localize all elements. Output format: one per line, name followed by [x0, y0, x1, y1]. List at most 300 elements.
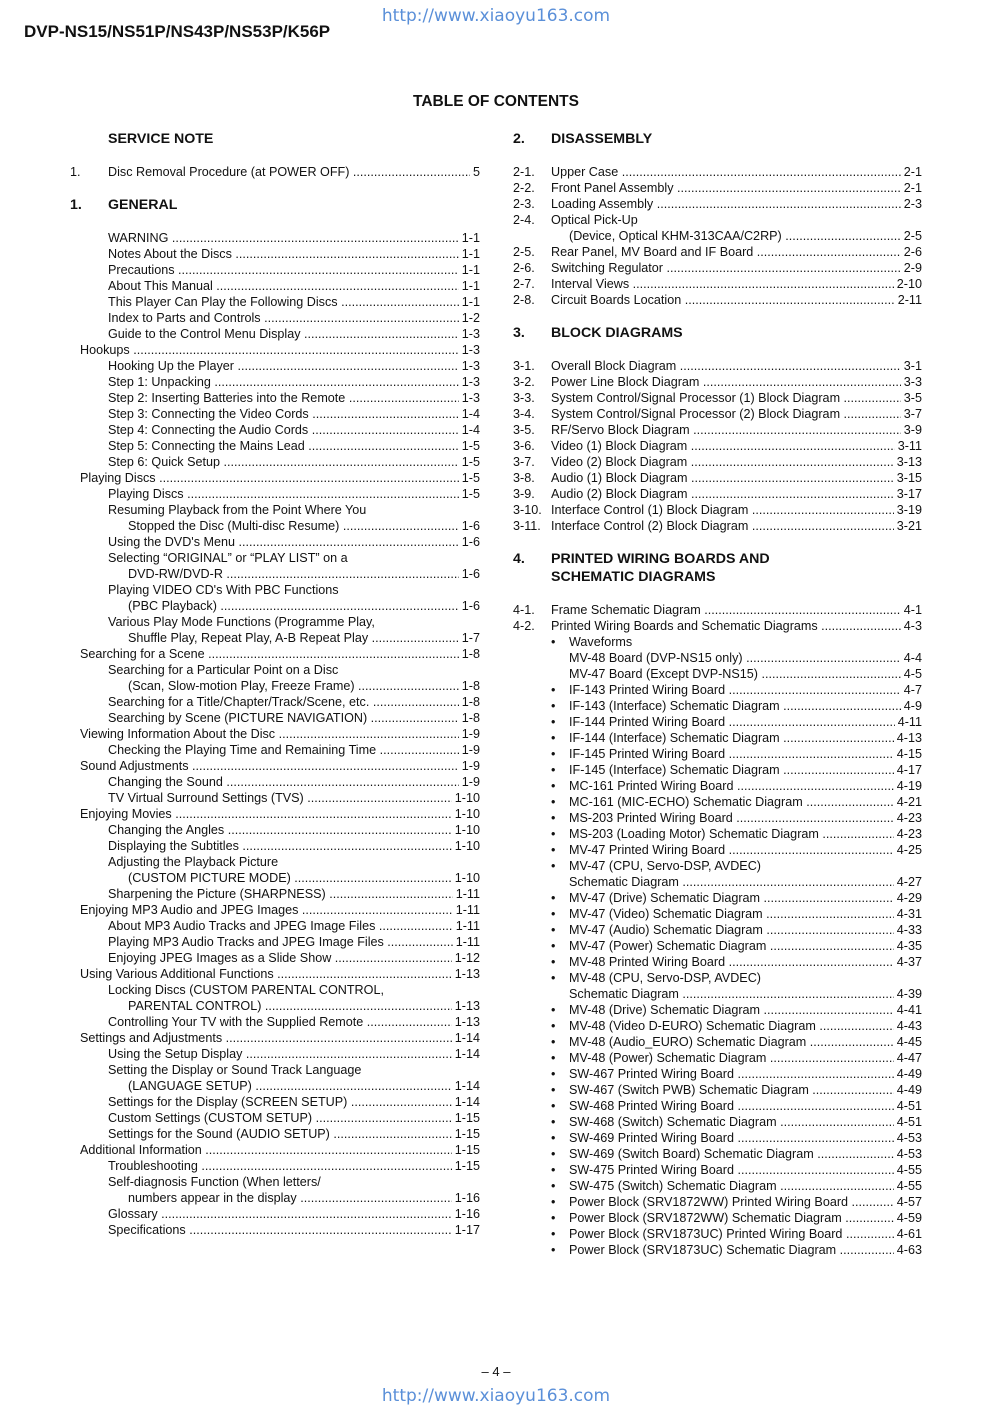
bullet-icon: •: [551, 1067, 556, 1081]
entry-text: (LANGUAGE SETUP) .....: [128, 1078, 480, 1094]
toc-entry: [513, 180, 922, 196]
entry-page: 1-6: [459, 598, 480, 614]
entry-page: 1-5: [459, 454, 480, 470]
entry-text: Interface Control (1) Block Diagram .....: [551, 502, 922, 518]
entry-text: TV Virtual Surround Settings (TVS) .....: [108, 790, 480, 806]
entry-text: Video (1) Block Diagram .....: [551, 438, 922, 454]
toc-entry: [70, 822, 480, 838]
toc-entry: [70, 1094, 480, 1110]
entry-page: 1-5: [459, 470, 480, 486]
toc-entry: [513, 986, 922, 1002]
entry-page: 4-35: [894, 938, 922, 954]
entry-number: 2-8.: [513, 293, 535, 307]
entry-number: 1.: [70, 197, 82, 213]
bullet-icon: •: [551, 1211, 556, 1225]
entry-page: 3-1: [901, 358, 922, 374]
entry-page: 1-14: [452, 1030, 480, 1046]
entry-text: IF-144 (Interface) Schematic Diagram .....: [569, 730, 922, 746]
bullet-icon: •: [551, 859, 556, 873]
entry-text: IF-143 (Interface) Schematic Diagram .....: [569, 698, 922, 714]
entry-text: Disc Removal Procedure (at POWER OFF) .....: [108, 164, 480, 180]
toc-entry: [70, 758, 480, 774]
entry-page: 1-16: [452, 1206, 480, 1222]
entry-text: Enjoying JPEG Images as a Slide Show .....: [108, 950, 480, 966]
entry-page: 1-1: [459, 230, 480, 246]
toc-entry: [70, 390, 480, 406]
entry-page: 1-1: [459, 278, 480, 294]
entry-page: 3-9: [901, 422, 922, 438]
toc-entry: [70, 1030, 480, 1046]
entry-text: This Player Can Play the Following Discs .....: [108, 294, 480, 310]
entry-page: 1-3: [459, 374, 480, 390]
toc-entry: [70, 646, 480, 662]
entry-page: 1-3: [459, 390, 480, 406]
entry-page: 2-9: [901, 260, 922, 276]
toc-entry: [70, 438, 480, 454]
toc-entry: [70, 1206, 480, 1222]
entry-page: 1-11: [453, 918, 480, 934]
entry-text: Resuming Playback from the Point Where You: [108, 503, 367, 517]
entry-page: 1-11: [453, 934, 480, 950]
bullet-icon: •: [551, 1195, 556, 1209]
toc-entry: [70, 164, 480, 180]
toc-entry: [70, 262, 480, 278]
entry-text: Setting the Display or Sound Track Language: [108, 1063, 362, 1077]
toc-entry: [70, 550, 480, 566]
entry-text: SW-475 Printed Wiring Board .....: [569, 1162, 922, 1178]
entry-number: 3-5.: [513, 423, 535, 437]
entry-number: 1.: [70, 165, 81, 179]
entry-text: Upper Case .....: [551, 164, 922, 180]
toc-entry: [70, 998, 480, 1014]
entry-page: 4-51: [894, 1114, 922, 1130]
entry-page: 1-10: [452, 822, 480, 838]
toc-entry: [513, 1242, 922, 1258]
bullet-icon: •: [551, 955, 556, 969]
entry-text: Adjusting the Playback Picture: [108, 855, 279, 869]
toc-entry: [513, 1034, 922, 1050]
entry-page: 1-9: [459, 726, 480, 742]
entry-page: 4-63: [894, 1242, 922, 1258]
entry-text: MV-48 Printed Wiring Board .....: [569, 954, 922, 970]
toc-entry: [70, 1014, 480, 1030]
entry-page: 1-16: [452, 1190, 480, 1206]
toc-entry: [513, 602, 922, 618]
entry-page: 4-25: [894, 842, 922, 858]
entry-page: 2-6: [901, 244, 922, 260]
toc-entry: [513, 650, 922, 666]
toc-entry: [513, 666, 922, 682]
section-heading: [70, 196, 480, 214]
entry-page: 1-5: [459, 438, 480, 454]
toc-entry: [513, 292, 922, 308]
entry-page: 1-15: [452, 1110, 480, 1126]
entry-page: 4-21: [894, 794, 922, 810]
entry-text: BLOCK DIAGRAMS: [551, 325, 683, 341]
entry-text: Power Block (SRV1873UC) Printed Wiring Board .....: [569, 1226, 922, 1242]
toc-entry: [70, 406, 480, 422]
entry-page: 1-6: [459, 518, 480, 534]
toc-entry: [70, 1062, 480, 1078]
entry-number: 2-5.: [513, 245, 535, 259]
entry-text: Step 1: Unpacking .....: [108, 374, 480, 390]
entry-page: 1-15: [452, 1158, 480, 1174]
entry-page: 1-13: [452, 998, 480, 1014]
toc-entry: [513, 518, 922, 534]
entry-text: Playing Discs .....: [80, 470, 480, 486]
bullet-icon: •: [551, 699, 556, 713]
entry-page: 4-23: [894, 810, 922, 826]
entry-text: MS-203 (Loading Motor) Schematic Diagram .....: [569, 826, 922, 842]
entry-page: 2-5: [901, 228, 922, 244]
entry-page: 4-37: [894, 954, 922, 970]
toc-entry: [70, 726, 480, 742]
toc-entry: [513, 730, 922, 746]
entry-number: 3-6.: [513, 439, 535, 453]
toc-entry: [70, 230, 480, 246]
entry-text: SW-468 Printed Wiring Board .....: [569, 1098, 922, 1114]
toc-entry: [513, 794, 922, 810]
entry-text: Step 2: Inserting Batteries into the Remote .....: [108, 390, 480, 406]
entry-text: MC-161 (MIC-ECHO) Schematic Diagram .....: [569, 794, 922, 810]
toc-right-column: [513, 130, 922, 1258]
entry-text: Controlling Your TV with the Supplied Remote .....: [108, 1014, 480, 1030]
entry-page: 1-11: [453, 902, 480, 918]
toc-entry: [513, 1098, 922, 1114]
toc-entry: [70, 1222, 480, 1238]
bullet-icon: •: [551, 1243, 556, 1257]
entry-text: Changing the Sound .....: [108, 774, 480, 790]
entry-number: 3-7.: [513, 455, 535, 469]
toc-entry: [513, 778, 922, 794]
toc-entry: [70, 534, 480, 550]
toc-entry: [513, 874, 922, 890]
entry-text: MS-203 Printed Wiring Board .....: [569, 810, 922, 826]
entry-text: Checking the Playing Time and Remaining Time .....: [108, 742, 480, 758]
bullet-icon: •: [551, 1115, 556, 1129]
entry-page: 4-17: [894, 762, 922, 778]
entry-text: Audio (1) Block Diagram .....: [551, 470, 922, 486]
entry-text: Selecting “ORIGINAL” or “PLAY LIST” on a: [108, 551, 348, 565]
bullet-icon: •: [551, 1179, 556, 1193]
bullet-icon: •: [551, 827, 556, 841]
entry-text: Searching by Scene (PICTURE NAVIGATION) .....: [108, 710, 480, 726]
entry-page: 4-5: [901, 666, 922, 682]
toc-entry: [70, 838, 480, 854]
toc-entry: [513, 634, 922, 650]
entry-text: Enjoying MP3 Audio and JPEG Images .....: [80, 902, 480, 918]
entry-page: 2-11: [895, 292, 922, 308]
entry-text: Sharpening the Picture (SHARPNESS) .....: [108, 886, 480, 902]
entry-text: DISASSEMBLY: [551, 131, 653, 147]
bullet-icon: •: [551, 939, 556, 953]
toc-entry: [70, 678, 480, 694]
toc-entry: [513, 486, 922, 502]
toc-entry: [513, 1226, 922, 1242]
section-heading: [513, 568, 922, 586]
entry-page: 4-27: [894, 874, 922, 890]
bullet-icon: •: [551, 1147, 556, 1161]
entry-text: Playing MP3 Audio Tracks and JPEG Image Files .....: [108, 934, 480, 950]
toc-entry: [70, 278, 480, 294]
entry-page: 1-15: [452, 1142, 480, 1158]
entry-page: 1-1: [459, 262, 480, 278]
entry-text: Searching for a Particular Point on a Disc: [108, 663, 339, 677]
entry-page: 1-17: [452, 1222, 480, 1238]
entry-text: MV-47 (Video) Schematic Diagram .....: [569, 906, 922, 922]
entry-text: Switching Regulator .....: [551, 260, 922, 276]
toc-entry: [70, 326, 480, 342]
bullet-icon: •: [551, 763, 556, 777]
bullet-icon: •: [551, 1003, 556, 1017]
toc-entry: [513, 196, 922, 212]
entry-page: 4-45: [894, 1034, 922, 1050]
spacer: [70, 214, 480, 230]
entry-text: MV-47 Printed Wiring Board .....: [569, 842, 922, 858]
entry-page: 1-10: [452, 838, 480, 854]
toc-entry: [70, 1158, 480, 1174]
toc-title: TABLE OF CONTENTS: [413, 93, 579, 110]
entry-text: Circuit Boards Location .....: [551, 292, 922, 308]
entry-text: Glossary .....: [108, 1206, 480, 1222]
entry-text: MV-47 (Drive) Schematic Diagram .....: [569, 890, 922, 906]
entry-text: Front Panel Assembly .....: [551, 180, 922, 196]
entry-number: 3-2.: [513, 375, 535, 389]
entry-text: System Control/Signal Processor (2) Block Diagram .....: [551, 406, 922, 422]
toc-entry: [513, 1082, 922, 1098]
model-header: DVP-NS15/NS51P/NS43P/NS53P/K56P: [24, 22, 331, 41]
toc-entry: [513, 470, 922, 486]
entry-page: 3-21: [894, 518, 922, 534]
toc-entry: [513, 938, 922, 954]
entry-text: Hooking Up the Player .....: [108, 358, 480, 374]
toc-entry: [513, 502, 922, 518]
toc-entry: [513, 1130, 922, 1146]
entry-text: SW-469 Printed Wiring Board .....: [569, 1130, 922, 1146]
toc-entry: [513, 826, 922, 842]
entry-number: 2-7.: [513, 277, 535, 291]
toc-entry: [513, 1146, 922, 1162]
entry-number: 3-3.: [513, 391, 535, 405]
entry-text: Using the Setup Display .....: [108, 1046, 480, 1062]
entry-page: 4-29: [894, 890, 922, 906]
entry-text: MV-48 (Video D-EURO) Schematic Diagram .....: [569, 1018, 922, 1034]
entry-number: 3.: [513, 325, 525, 341]
bullet-icon: •: [551, 891, 556, 905]
entry-text: Playing Discs .....: [108, 486, 480, 502]
entry-page: 1-10: [452, 806, 480, 822]
toc-entry: [513, 762, 922, 778]
page-number: – 4 –: [481, 1364, 511, 1379]
toc-entry: [70, 374, 480, 390]
toc-entry: [513, 1050, 922, 1066]
entry-page: 1-8: [459, 678, 480, 694]
spacer: [513, 342, 922, 358]
entry-text: Specifications .....: [108, 1222, 480, 1238]
entry-page: 1-4: [459, 406, 480, 422]
entry-text: About This Manual .....: [108, 278, 480, 294]
entry-number: 4-1.: [513, 603, 535, 617]
toc-entry: [513, 746, 922, 762]
entry-text: IF-143 Printed Wiring Board .....: [569, 682, 922, 698]
entry-text: Schematic Diagram .....: [569, 874, 922, 890]
toc-entry: [513, 714, 922, 730]
entry-text: Interval Views .....: [551, 276, 922, 292]
bullet-icon: •: [551, 811, 556, 825]
entry-text: Locking Discs (CUSTOM PARENTAL CONTROL,: [108, 983, 384, 997]
toc-entry: [513, 890, 922, 906]
entry-page: 4-11: [895, 714, 922, 730]
section-heading: [513, 550, 922, 568]
entry-page: 4-55: [894, 1162, 922, 1178]
toc-entry: [70, 710, 480, 726]
entry-text: MV-48 (Audio_EURO) Schematic Diagram .....: [569, 1034, 922, 1050]
entry-text: Displaying the Subtitles .....: [108, 838, 480, 854]
entry-page: 1-6: [459, 534, 480, 550]
bullet-icon: •: [551, 1035, 556, 1049]
entry-text: Optical Pick-Up: [551, 213, 638, 227]
toc-entry: [70, 454, 480, 470]
entry-number: 3-11.: [513, 519, 541, 533]
entry-text: GENERAL: [108, 197, 178, 213]
toc-entry: [70, 598, 480, 614]
bullet-icon: •: [551, 843, 556, 857]
entry-text: Searching for a Title/Chapter/Track/Scene, etc. .....: [108, 694, 480, 710]
entry-page: 4-51: [894, 1098, 922, 1114]
bullet-icon: •: [551, 683, 556, 697]
entry-text: Troubleshooting .....: [108, 1158, 480, 1174]
bullet-icon: •: [551, 923, 556, 937]
entry-page: 1-6: [459, 566, 480, 582]
entry-page: 4-33: [894, 922, 922, 938]
section-heading: [513, 130, 922, 148]
toc-entry: [70, 902, 480, 918]
entry-text: Changing the Angles .....: [108, 822, 480, 838]
entry-text: Frame Schematic Diagram .....: [551, 602, 922, 618]
entry-text: Custom Settings (CUSTOM SETUP) .....: [108, 1110, 480, 1126]
entry-text: Playing VIDEO CD's With PBC Functions: [108, 583, 339, 597]
entry-text: SW-467 (Switch PWB) Schematic Diagram .....: [569, 1082, 922, 1098]
entry-text: Sound Adjustments .....: [80, 758, 480, 774]
bullet-icon: •: [551, 779, 556, 793]
entry-page: 1-3: [459, 326, 480, 342]
entry-page: 2-1: [901, 180, 922, 196]
entry-text: MV-47 (Power) Schematic Diagram .....: [569, 938, 922, 954]
entry-text: MV-47 (Audio) Schematic Diagram .....: [569, 922, 922, 938]
entry-text: Settings and Adjustments .....: [80, 1030, 480, 1046]
toc-entry: [70, 918, 480, 934]
toc-entry: [70, 486, 480, 502]
toc-entry: [70, 966, 480, 982]
bullet-icon: •: [551, 907, 556, 921]
spacer: [513, 586, 922, 602]
entry-page: 2-3: [901, 196, 922, 212]
entry-page: 4-39: [894, 986, 922, 1002]
toc-entry: [513, 922, 922, 938]
entry-page: 2-1: [901, 164, 922, 180]
entry-page: 4-19: [894, 778, 922, 794]
entry-text: MV-47 Board (Except DVP-NS15) .....: [569, 666, 922, 682]
toc-entry: [513, 374, 922, 390]
entry-page: 1-4: [459, 422, 480, 438]
entry-text: Various Play Mode Functions (Programme Play,: [108, 615, 375, 629]
toc-entry: [70, 1046, 480, 1062]
entry-text: Using Various Additional Functions .....: [80, 966, 480, 982]
toc-entry: [513, 810, 922, 826]
bullet-icon: •: [551, 971, 556, 985]
entry-page: 1-13: [452, 1014, 480, 1030]
entry-page: 1-8: [459, 646, 480, 662]
entry-text: (Device, Optical KHM-313CAA/C2RP) .....: [569, 228, 922, 244]
entry-text: Power Line Block Diagram .....: [551, 374, 922, 390]
toc-entry: [70, 1078, 480, 1094]
toc-entry: [70, 310, 480, 326]
entry-page: 1-9: [459, 742, 480, 758]
entry-text: Step 5: Connecting the Mains Lead .....: [108, 438, 480, 454]
entry-page: 1-1: [459, 294, 480, 310]
toc-entry: [513, 618, 922, 634]
toc-entry: [70, 422, 480, 438]
entry-text: WARNING .....: [108, 230, 480, 246]
toc-entry: [513, 906, 922, 922]
entry-text: SCHEMATIC DIAGRAMS: [551, 569, 716, 585]
entry-page: 3-3: [901, 374, 922, 390]
entry-text: Power Block (SRV1873UC) Schematic Diagram .....: [569, 1242, 922, 1258]
entry-text: Overall Block Diagram .....: [551, 358, 922, 374]
watermark-url-top: http://www.xiaoyu163.com: [381, 6, 611, 26]
toc-entry: [513, 1194, 922, 1210]
toc-entry: [513, 164, 922, 180]
section-heading: [70, 130, 480, 148]
entry-number: 2.: [513, 131, 525, 147]
toc-entry: [513, 1162, 922, 1178]
entry-page: 4-41: [894, 1002, 922, 1018]
bullet-icon: •: [551, 1163, 556, 1177]
entry-text: Self-diagnosis Function (When letters/: [108, 1175, 321, 1189]
entry-text: RF/Servo Block Diagram .....: [551, 422, 922, 438]
entry-number: 4.: [513, 551, 525, 567]
entry-text: Stopped the Disc (Multi-disc Resume) .....: [128, 518, 480, 534]
spacer: [513, 308, 922, 324]
entry-text: Video (2) Block Diagram .....: [551, 454, 922, 470]
toc-entry: [70, 742, 480, 758]
toc-entry: [513, 954, 922, 970]
toc-entry: [513, 1114, 922, 1130]
entry-text: (Scan, Slow-motion Play, Freeze Frame) .....: [128, 678, 480, 694]
entry-page: 4-59: [894, 1210, 922, 1226]
entry-page: 4-53: [894, 1130, 922, 1146]
toc-entry: [70, 662, 480, 678]
entry-text: Index to Parts and Controls .....: [108, 310, 480, 326]
toc-entry: [70, 358, 480, 374]
entry-text: Waveforms: [569, 635, 633, 649]
entry-page: 1-3: [459, 358, 480, 374]
toc-entry: [70, 582, 480, 598]
toc-entry: [70, 518, 480, 534]
toc-entry: [70, 246, 480, 262]
entry-text: Viewing Information About the Disc .....: [80, 726, 480, 742]
entry-text: Step 3: Connecting the Video Cords .....: [108, 406, 480, 422]
entry-text: SERVICE NOTE: [108, 131, 214, 147]
toc-entry: [70, 1110, 480, 1126]
entry-number: 3-1.: [513, 359, 535, 373]
entry-number: 2-1.: [513, 165, 535, 179]
spacer: [513, 148, 922, 164]
entry-number: 2-2.: [513, 181, 535, 195]
entry-page: 1-14: [452, 1046, 480, 1062]
entry-page: 3-15: [894, 470, 922, 486]
bullet-icon: •: [551, 747, 556, 761]
